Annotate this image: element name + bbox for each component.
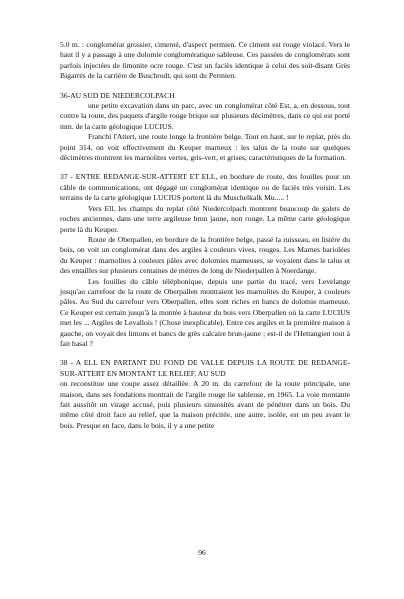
paragraph-ell-champs: Vers Ell, les champs du replat côté Niedercolpach montrent beaucoup de galets de roches anciennes, dans une terre argileuse brun jaune, non rouge. La même carte géologique porte là du Keuper. — [60, 203, 350, 234]
section-heading-36: 36-AU SUD DE NIEDERCOLPACH — [60, 90, 175, 100]
section-heading-37: 37 - ENTRE REDANGE-SUR-ATTERT ET ELL, en bordure de route, des fouilles pour un câble de communications, ont dégagé un conglomérat identique ou de faciès très voisin. Les terrains de la carte géologique LUCIUS portent là du Muschelkalk Mu..... ! — [60, 172, 350, 203]
section-heading-38: 38 - A ELL EN PARTANT DU FOND DE VALLE DEPUIS LA ROUTE DE REDANGE-SUR-ATTERT EN MONTANT LE RELIEF, AU SUD — [60, 358, 350, 378]
paragraph-coupe: on reconstitue une coupe assez détaillée. A 20 m. du carrefour de la route principale, une maison, dans ses fondations montrait de l'argile rouge lie sableuse, en 1965. La voie montante fait aussitôt un virage accusé, puis plusieurs sinuosités avant de pénétrer dans un bois. Du même côté droit face au relief, que la maison précitée, une autre, isolée, est un peu avant le bois. Presque en face, dans le bois, il y a une petite — [60, 379, 350, 430]
paragraph-attert: Franchi l'Attert, une route longe la frontière belge. Tout en haut, sur le replat, près du point 314, on voit effectivement du Keuper marneux : les talus de la route sur quelques décimètres montrent les marnolites vertes, gris-vert, et grises, caractéristiques de la formation. — [60, 132, 350, 163]
page-number: 96 — [198, 548, 206, 557]
paragraph-oberpallen-route: Route de Oberpallen, en bordure de la frontière belge, passé la ruisseau, en lisière du bois, on voit un conglomérat dans des argiles à couleurs vives, rouges. Les Marnes bariolées du Keuper : marnolites à couleurs pâles avec dolomies marneuses, se voyaient dans le talus et des entailles sur plusieurs centaines de mètres de long de Niederpallen à Noerdange. — [60, 234, 350, 276]
paragraph-conglomerat: 5.0 m. : conglomérat grossier, cimenté, d'aspect permien. Ce ciment est rouge violacé. Vers le haut il y a passage à une dolomie conglomératique sableuse. Ces passées de conglomérats sont parfois injectées de limonite ocre rouge. C'est un faciès identique à celui des soit-disant Grès Bigarrés de la carrière de Buschrodt, qui sont du Permien. — [60, 40, 350, 81]
paragraph-excavation: une petite excavation dans un parc, avec un conglomérat côté Est, a, en dessous, tout contre la route, des paquets d'argile rouge brique sur plusieurs décimètres, dans ce qui est porté mm. de la carte géologique LUCIUS. — [60, 101, 350, 131]
paragraph-fouilles-cable: Les fouilles du câble téléphonique, depuis une partie du tracé, vers Levelange jusqu'au carrefour de la route de Oberpallen montraient les marnolites du Keuper, à couleurs pâles. Au Sud du carrefour vers Oberpallen, elles sont riches en bancs de dolomie marneuse. Ce Keuper est certain jusqu'à la montée à hauteur du bois vers Oberpallen où la carte LUCIUS met les ... Argiles de Levallois ! (Chose inexplicable). Entre ces argiles et la première maison à gauche, on voyait des limons et bancs de grès calcaire brun-jaune ; est-il de l'Hettangien tout à fait basal ? — [60, 276, 350, 348]
page-content — [60, 40, 350, 431]
